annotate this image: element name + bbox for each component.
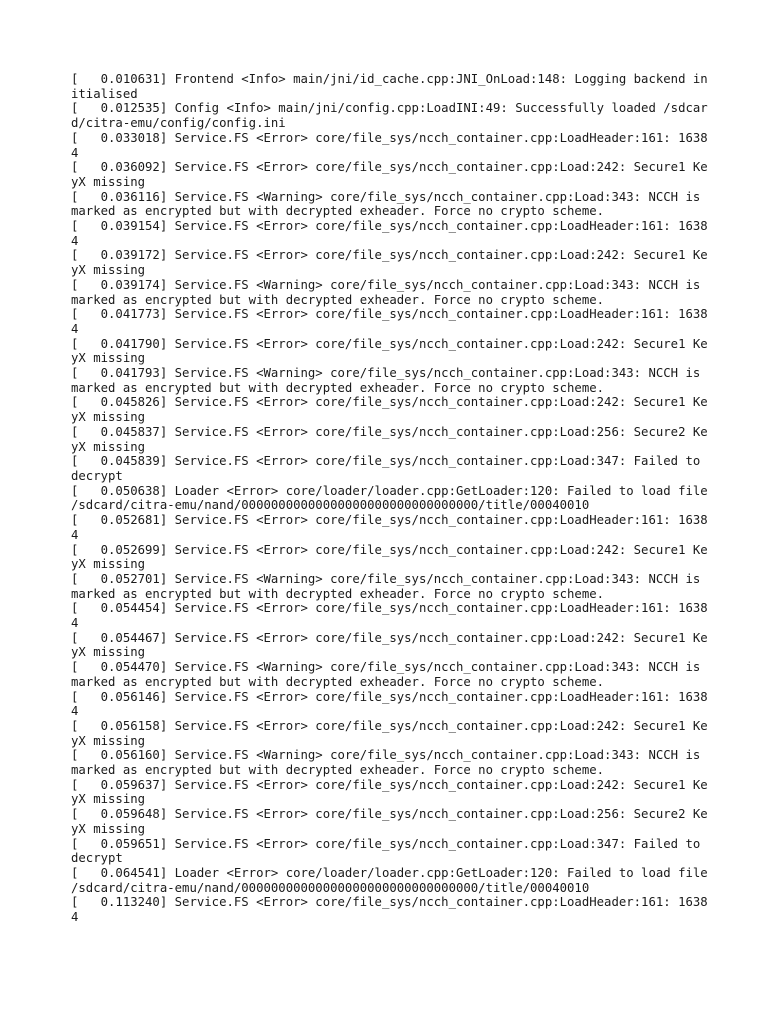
log-line: [ 0.059637] Service.FS <Error> core/file_sys/ncch_container.cpp:Load:242: Secure1 KeyX missing [71, 777, 708, 807]
log-line: [ 0.036092] Service.FS <Error> core/file_sys/ncch_container.cpp:Load:242: Secure1 KeyX missing [71, 160, 708, 189]
log-line: [ 0.054467] Service.FS <Error> core/file_sys/ncch_container.cpp:Load:242: Secure1 KeyX missing [71, 630, 708, 660]
log-output [71, 72, 716, 925]
log-line: [ 0.052699] Service.FS <Error> core/file_sys/ncch_container.cpp:Load:242: Secure1 KeyX missing [71, 542, 708, 572]
log-line: [ 0.052681] Service.FS <Error> core/file_sys/ncch_container.cpp:LoadHeader:161: 16384 [71, 513, 708, 542]
log-line: [ 0.056160] Service.FS <Warning> core/file_sys/ncch_container.cpp:Load:343: NCCH is marked as encrypted but with decrypted exheader. Force no crypto scheme. [71, 748, 708, 778]
log-line: [ 0.054470] Service.FS <Warning> core/file_sys/ncch_container.cpp:Load:343: NCCH is marked as encrypted but with decrypted exheader. Force no crypto scheme. [71, 660, 708, 689]
log-line: [ 0.041790] Service.FS <Error> core/file_sys/ncch_container.cpp:Load:242: Secure1 KeyX missing [71, 336, 708, 366]
log-line: [ 0.010631] Frontend <Info> main/jni/id_cache.cpp:JNI_OnLoad:148: Logging backend initialised [71, 72, 708, 101]
log-line: [ 0.045837] Service.FS <Error> core/file_sys/ncch_container.cpp:Load:256: Secure2 KeyX missing [71, 424, 708, 454]
log-line: [ 0.045826] Service.FS <Error> core/file_sys/ncch_container.cpp:Load:242: Secure1 KeyX missing [71, 395, 708, 425]
log-line: [ 0.059648] Service.FS <Error> core/file_sys/ncch_container.cpp:Load:256: Secure2 KeyX missing [71, 807, 708, 836]
log-line: [ 0.059651] Service.FS <Error> core/file_sys/ncch_container.cpp:Load:347: Failed to decrypt [71, 836, 708, 866]
log-line: [ 0.045839] Service.FS <Error> core/file_sys/ncch_container.cpp:Load:347: Failed to decrypt [71, 454, 708, 483]
log-line: [ 0.052701] Service.FS <Warning> core/file_sys/ncch_container.cpp:Load:343: NCCH is marked as encrypted but with decrypted exheader. Force no crypto scheme. [71, 571, 708, 601]
log-line: [ 0.113240] Service.FS <Error> core/file_sys/ncch_container.cpp:LoadHeader:161: 16384 [71, 895, 708, 925]
log-line: [ 0.039154] Service.FS <Error> core/file_sys/ncch_container.cpp:LoadHeader:161: 16384 [71, 219, 708, 248]
log-line: [ 0.041793] Service.FS <Warning> core/file_sys/ncch_container.cpp:Load:343: NCCH is marked as encrypted but with decrypted exheader. Force no crypto scheme. [71, 366, 708, 395]
log-line: [ 0.033018] Service.FS <Error> core/file_sys/ncch_container.cpp:LoadHeader:161: 16384 [71, 130, 708, 160]
log-line: [ 0.056158] Service.FS <Error> core/file_sys/ncch_container.cpp:Load:242: Secure1 KeyX missing [71, 718, 708, 748]
log-line: [ 0.056146] Service.FS <Error> core/file_sys/ncch_container.cpp:LoadHeader:161: 16384 [71, 689, 708, 719]
log-line: [ 0.041773] Service.FS <Error> core/file_sys/ncch_container.cpp:LoadHeader:161: 16384 [71, 307, 708, 336]
log-line: [ 0.012535] Config <Info> main/jni/config.cpp:LoadINI:49: Successfully loaded /sdcard/citra-emu/config/config.ini [71, 101, 708, 131]
log-line: [ 0.039172] Service.FS <Error> core/file_sys/ncch_container.cpp:Load:242: Secure1 KeyX missing [71, 248, 708, 278]
log-line: [ 0.036116] Service.FS <Warning> core/file_sys/ncch_container.cpp:Load:343: NCCH is marked as encrypted but with decrypted exheader. Force no crypto scheme. [71, 189, 708, 219]
log-line: [ 0.050638] Loader <Error> core/loader/loader.cpp:GetLoader:120: Failed to load file /sdcard/citra-emu/nand/00000000000000000000000000000000/title/00040010 [71, 483, 716, 513]
log-line: [ 0.054454] Service.FS <Error> core/file_sys/ncch_container.cpp:LoadHeader:161: 16384 [71, 601, 708, 631]
log-line: [ 0.064541] Loader <Error> core/loader/loader.cpp:GetLoader:120: Failed to load file /sdcard/citra-emu/nand/00000000000000000000000000000000/title/00040010 [71, 865, 716, 895]
log-line: [ 0.039174] Service.FS <Warning> core/file_sys/ncch_container.cpp:Load:343: NCCH is marked as encrypted but with decrypted exheader. Force no crypto scheme. [71, 277, 708, 307]
